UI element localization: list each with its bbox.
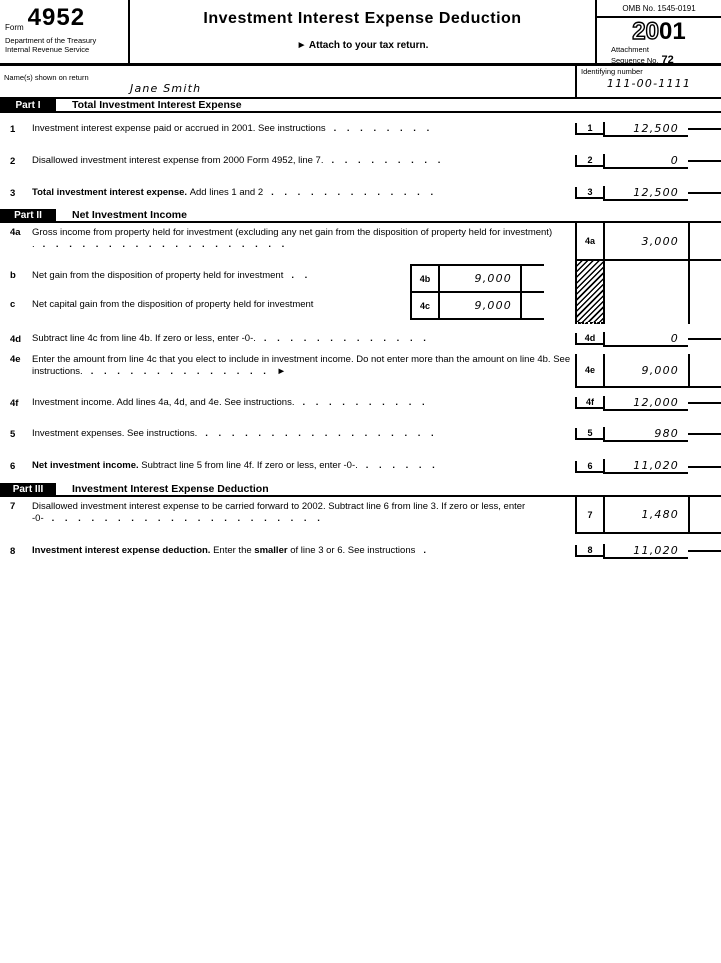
line-4f-value: 12,000 [633, 395, 679, 409]
part-1-header [0, 99, 721, 113]
form-id-block [0, 0, 130, 63]
line-3-value: 12,500 [633, 185, 679, 199]
part-3-title: Investment Interest Expense Deduction [72, 483, 269, 495]
line-8-bold-text-2: smaller [254, 544, 288, 556]
line-4d-leader: . . . . . . . . . . . . . [263, 332, 430, 344]
name-field[interactable] [0, 66, 575, 97]
line-6-bold-text: Net investment income. [32, 460, 139, 472]
line-4f-cents-field[interactable] [688, 402, 721, 404]
line-4a-value: 3,000 [641, 234, 679, 248]
line-6-text: Subtract line 5 from line 4f. If zero or less, enter -0-. [141, 460, 358, 472]
line-4f-leader: . . . . . . . . . . [302, 396, 429, 408]
line-6-number: 6 [10, 461, 16, 472]
name-label: Name(s) shown on return [4, 73, 89, 82]
form-line-1 [0, 113, 721, 145]
line-4c-box: 4c [410, 293, 438, 318]
line-4d-number: 4d [10, 333, 22, 345]
line-4e-leader: . . . . . . . . . . . . . . ► [90, 366, 290, 378]
line-4c-cents-field[interactable] [520, 293, 544, 318]
line-4b-number: b [10, 270, 16, 281]
line-5-value: 980 [654, 426, 679, 440]
form-line-4c [10, 299, 410, 310]
taxpayer-row [0, 66, 721, 99]
line-4bc-blank-amount [603, 261, 688, 324]
form-line-4b [10, 270, 410, 281]
line-4d-value: 0 [670, 331, 679, 345]
line-4c-number: c [10, 299, 16, 310]
form-line-7 [0, 497, 721, 534]
attachment-sequence [597, 45, 721, 68]
line-4f-number: 4f [10, 397, 19, 409]
attachment-label-2: Sequence No. [611, 56, 659, 66]
line-4e-box: 4e [575, 354, 603, 388]
line-1-cents-field[interactable] [688, 128, 721, 130]
form-header [0, 0, 721, 66]
part-1-label: Part I [0, 99, 56, 111]
agency-line-1: Department of the Treasury [5, 36, 97, 45]
attach-instruction: ► Attach to your tax return. [296, 40, 429, 51]
line-6-box: 6 [575, 461, 603, 473]
identifying-number-label: Identifying number [581, 67, 643, 76]
line-4e-number: 4e [10, 354, 21, 365]
line-7-leader: . . . . . . . . . . . . . . . . . . . . . [51, 513, 324, 525]
line-1-text: Investment interest expense paid or accrued in 2001. See instructions [32, 122, 326, 134]
line-4b-row [410, 266, 544, 293]
identifying-number-value[interactable]: 111-00-1111 [606, 77, 692, 90]
line-3-text: Add lines 1 and 2 [189, 186, 264, 198]
line-1-amount-field[interactable] [603, 122, 688, 137]
line-1-value: 12,500 [633, 121, 679, 135]
line-8-value: 11,020 [633, 543, 679, 557]
form-line-2 [0, 145, 721, 177]
line-3-cents-field[interactable] [688, 192, 721, 194]
line-3-box: 3 [575, 187, 603, 199]
line-2-number: 2 [10, 155, 16, 167]
line-6-cents-field[interactable] [688, 466, 721, 468]
tax-year-outline: 20 [632, 18, 659, 45]
form-line-4f [0, 388, 721, 418]
line-2-cents-field[interactable] [688, 160, 721, 162]
line-7-cents-field[interactable] [688, 497, 721, 534]
form-line-4b-4c-block [0, 261, 721, 324]
line-4b-leader: . . [291, 270, 312, 281]
line-1-leader: . . . . . . . . [333, 122, 434, 134]
form-number: 4952 [27, 4, 86, 31]
line-4a-number: 4a [10, 227, 21, 238]
line-1-box: 1 [575, 123, 603, 135]
line-6-amount-field[interactable] [603, 459, 688, 474]
hatched-cell [575, 261, 603, 324]
line-4b-4c-table [410, 264, 544, 324]
form-line-5 [0, 418, 721, 450]
line-8-text-2: of line 3 or 6. See instructions [290, 544, 416, 556]
line-4a-cents-field[interactable] [688, 223, 721, 261]
line-7-number: 7 [10, 501, 16, 512]
line-4f-amount-field[interactable] [603, 396, 688, 411]
line-4b-cents-field[interactable] [520, 266, 544, 291]
line-4d-box: 4d [575, 333, 603, 345]
name-value[interactable]: Jane Smith [130, 82, 202, 95]
line-5-amount-field[interactable] [603, 427, 688, 442]
line-4c-row [410, 293, 544, 320]
line-3-number: 3 [10, 187, 16, 199]
line-4bc-blank-cents [688, 261, 721, 324]
part-1-title: Total Investment Interest Expense [72, 99, 242, 111]
line-7-box: 7 [575, 497, 603, 534]
line-7-value: 1,480 [641, 508, 679, 521]
line-4e-value: 9,000 [641, 363, 679, 377]
form-line-4d [0, 324, 721, 354]
identifying-number-field[interactable] [575, 66, 721, 97]
line-4d-text: Subtract line 4c from line 4b. If zero or less, enter -0-. [32, 332, 256, 344]
line-5-cents-field[interactable] [688, 433, 721, 435]
omb-year-block [595, 0, 721, 67]
part-2-header [0, 209, 721, 223]
line-4b-text: Net gain from the disposition of property held for investment [32, 270, 284, 281]
line-6-leader: . . . . . . [365, 460, 439, 472]
line-2-box: 2 [575, 155, 603, 167]
part-2-title: Net Investment Income [72, 209, 187, 221]
form-title: Investment Interest Expense Deduction [203, 10, 522, 27]
line-8-bold-text: Investment interest expense deduction. [32, 544, 211, 556]
line-4a-box: 4a [575, 223, 603, 261]
line-3-amount-field[interactable] [603, 186, 688, 201]
line-4b-value: 9,000 [474, 272, 512, 285]
line-8-number: 8 [10, 545, 16, 557]
line-4c-text: Net capital gain from the disposition of property held for investment [32, 299, 314, 310]
line-4a-leader: . . . . . . . . . . . . . . . . . . . [42, 239, 289, 251]
line-8-leader: . [423, 544, 430, 556]
line-4e-text: Enter the amount from line 4c that you elect to include in investment income. Do not enter more than the amount on line 4b. See instructions. [32, 354, 571, 378]
line-5-number: 5 [10, 428, 16, 440]
line-2-text: Disallowed investment interest expense from 2000 Form 4952, line 7. [32, 154, 324, 166]
tax-year [597, 20, 721, 44]
line-5-leader: . . . . . . . . . . . . . . . . . . [205, 427, 438, 439]
line-4d-cents-field[interactable] [688, 338, 721, 340]
line-4a-amount-field[interactable] [603, 223, 688, 261]
form-title-block [130, 0, 595, 63]
line-4b-amount-field[interactable] [438, 266, 520, 291]
attachment-label-1: Attachment [611, 45, 649, 54]
attachment-sequence-number: 72 [661, 54, 674, 67]
line-7-text: Disallowed investment interest expense to be carried forward to 2002. Subtract line 6 from line 3. If zero or less, enter -0- [32, 501, 526, 525]
form-line-4a [0, 223, 721, 261]
line-2-value: 0 [670, 153, 679, 167]
part-3-header [0, 483, 721, 497]
line-6-value: 11,020 [633, 459, 679, 472]
form-word: Form [5, 23, 24, 32]
line-4b-box: 4b [410, 266, 438, 291]
line-4c-value: 9,000 [474, 299, 512, 312]
part-2-label: Part II [0, 209, 56, 221]
line-2-amount-field[interactable] [603, 154, 688, 169]
line-4f-text: Investment income. Add lines 4a, 4d, and 4e. See instructions. [32, 396, 295, 408]
line-4e-amount-field[interactable] [603, 354, 688, 388]
form-line-4e [0, 354, 721, 388]
line-8-cents-field[interactable] [688, 550, 721, 552]
line-8-box: 8 [575, 545, 603, 557]
line-8-amount-field[interactable] [603, 544, 688, 559]
form-line-3 [0, 177, 721, 209]
line-1-number: 1 [10, 123, 16, 135]
line-8-text: Enter the [213, 544, 252, 556]
line-5-text: Investment expenses. See instructions. [32, 427, 198, 439]
omb-number: OMB No. 1545-0191 [597, 0, 721, 18]
line-4e-cents-field[interactable] [688, 354, 721, 388]
line-3-leader: . . . . . . . . . . . . . [271, 186, 438, 198]
line-4c-amount-field[interactable] [438, 293, 520, 318]
line-5-box: 5 [575, 428, 603, 440]
line-4d-amount-field[interactable] [603, 332, 688, 347]
form-line-8 [0, 534, 721, 568]
tax-year-bold: 01 [659, 18, 686, 45]
agency-line-2: Internal Revenue Service [5, 45, 90, 54]
part-3-label: Part III [0, 483, 56, 495]
form-line-6 [0, 450, 721, 483]
line-4f-box: 4f [575, 397, 603, 409]
line-4a-text: Gross income from property held for investment (excluding any net gain from the disposition of property held for investment) . [32, 227, 553, 251]
line-2-leader: . . . . . . . . . [331, 154, 445, 166]
line-3-bold-text: Total investment interest expense. [32, 186, 188, 198]
line-7-amount-field[interactable] [603, 497, 688, 534]
